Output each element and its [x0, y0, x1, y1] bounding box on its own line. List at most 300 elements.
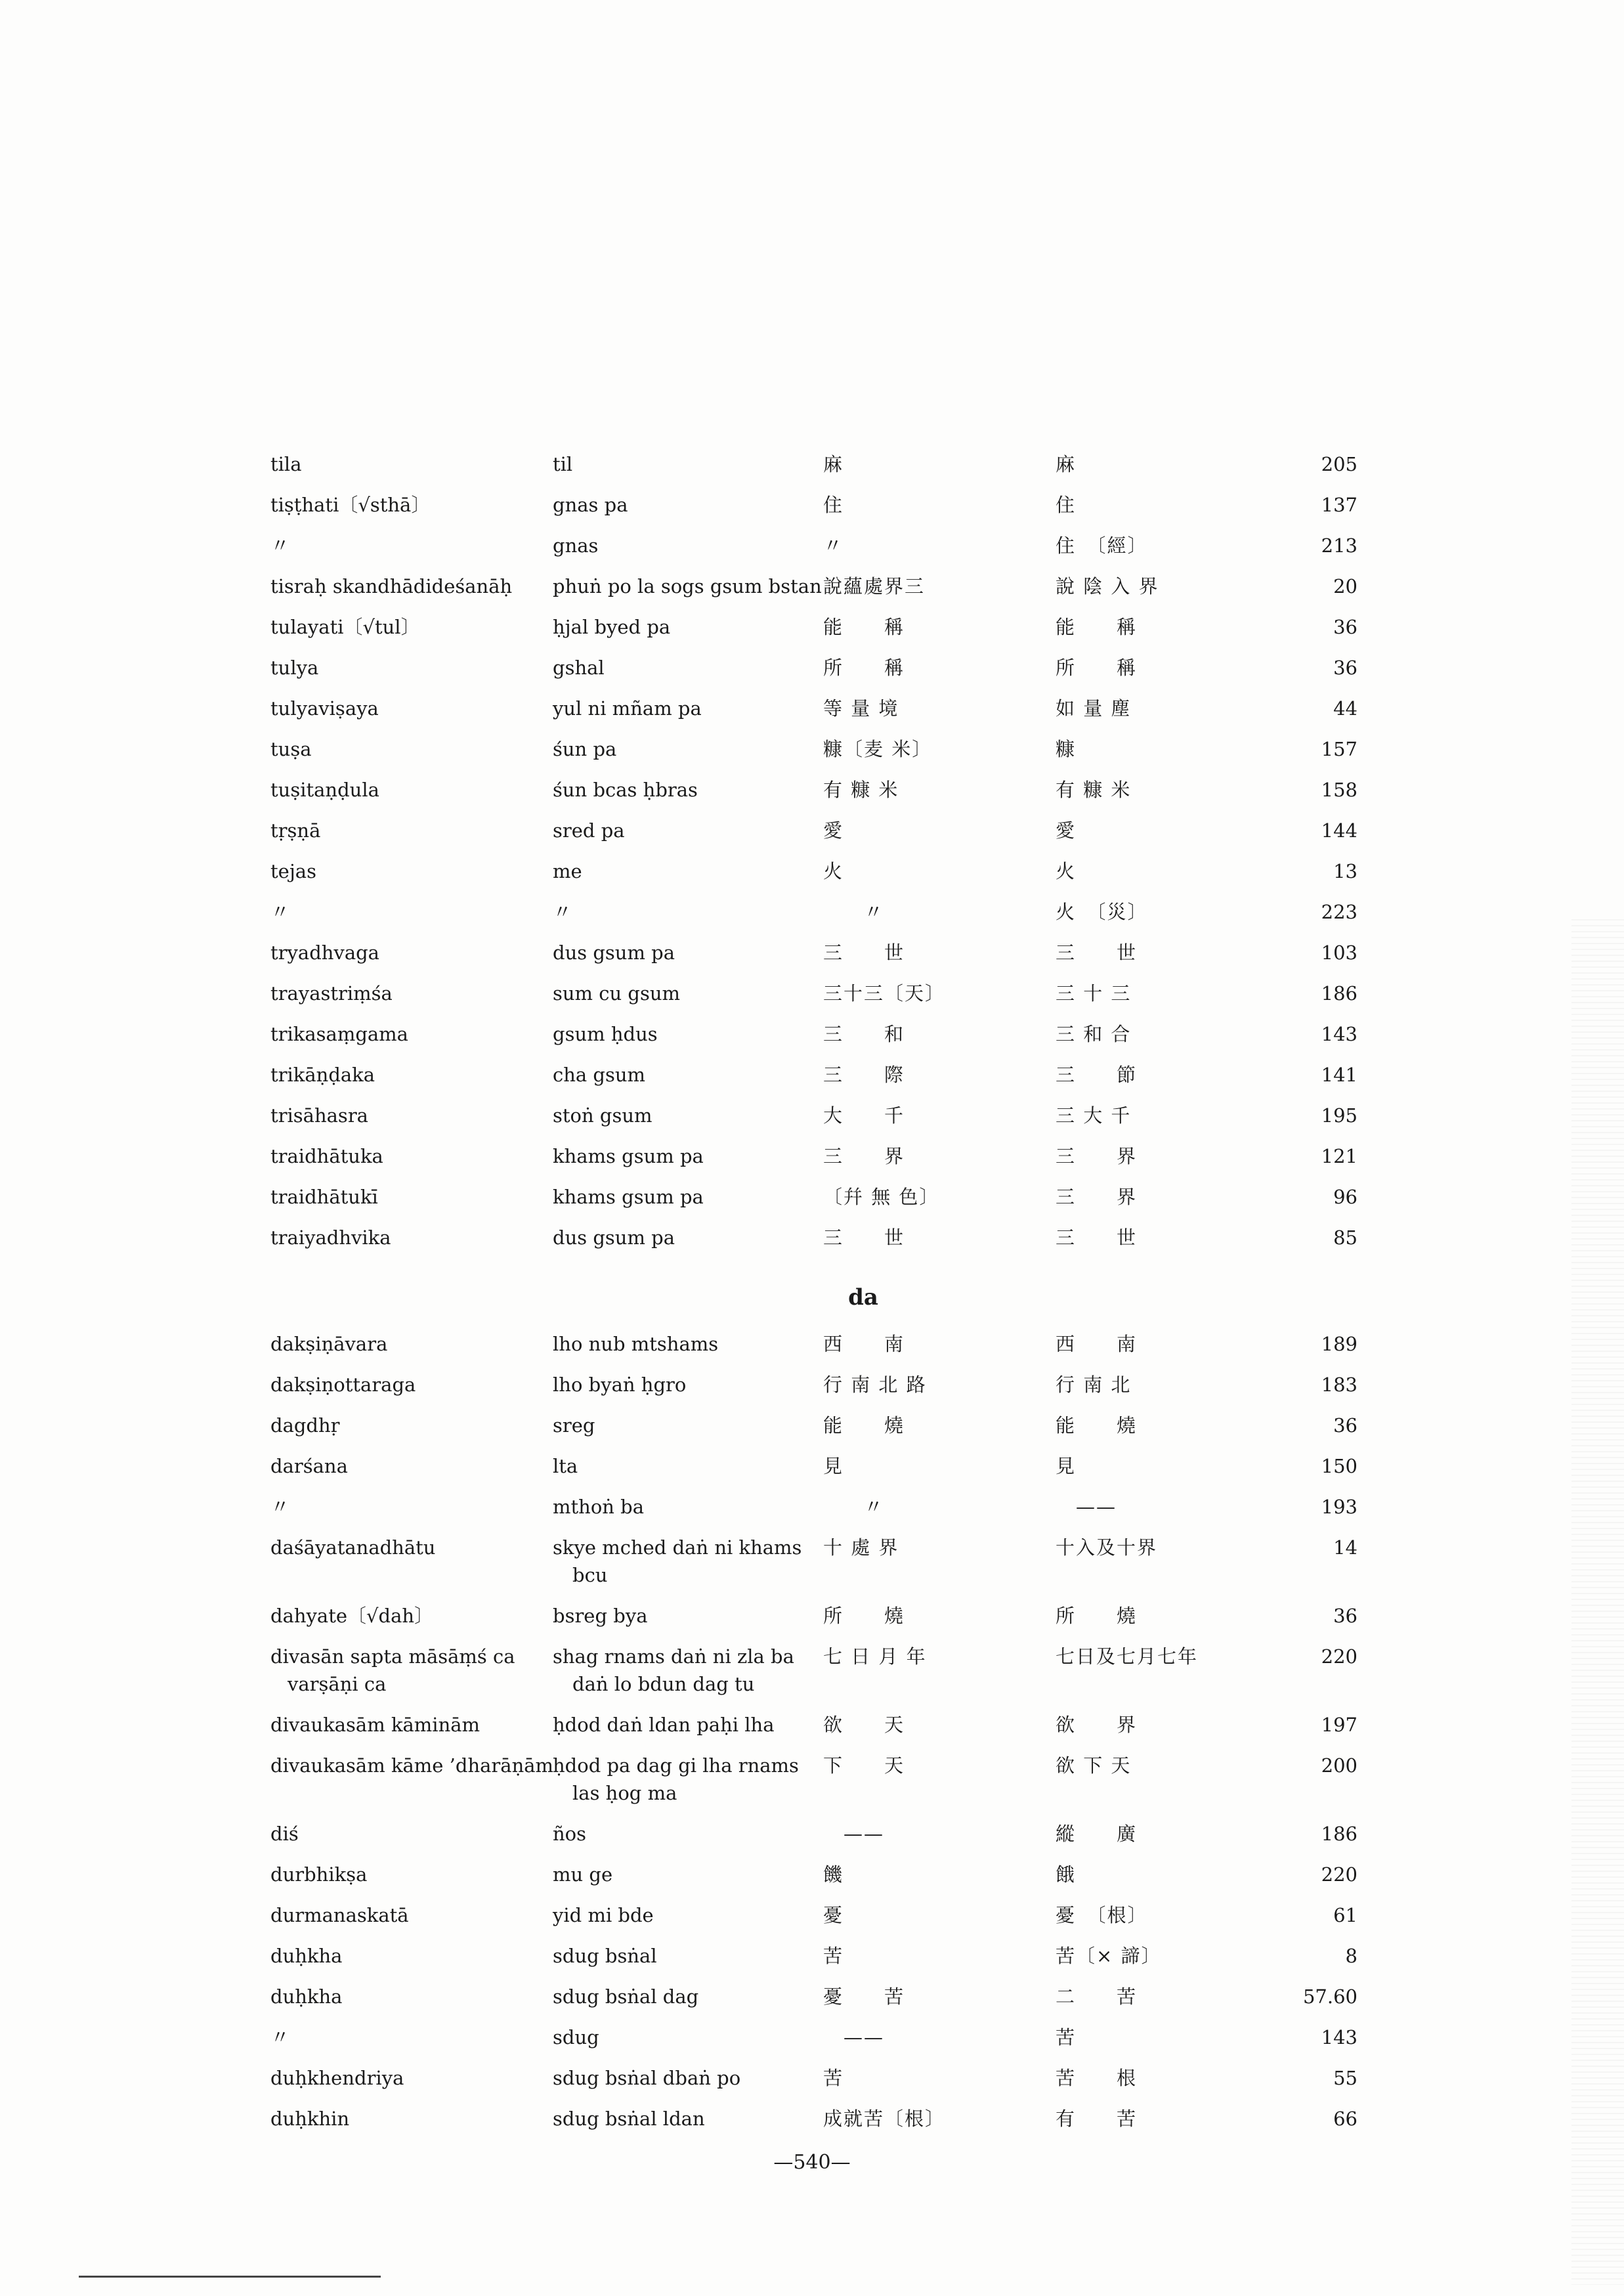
chinese-term-1-text: 住 — [823, 494, 844, 516]
chinese-term-2 — [1056, 817, 1226, 844]
reference-number — [1252, 1534, 1357, 1561]
table-row — [270, 2024, 1357, 2064]
reference-number-text: 14 — [1333, 1536, 1357, 1559]
sanskrit-term — [270, 1371, 553, 1398]
sanskrit-term — [270, 939, 553, 966]
reference-number — [1252, 1861, 1357, 1888]
reference-number — [1252, 532, 1357, 559]
sanskrit-term — [270, 532, 553, 559]
table-row — [270, 776, 1357, 817]
tibetan-term — [553, 1224, 828, 1251]
tibetan-term — [553, 1711, 828, 1739]
chinese-term-1 — [823, 695, 948, 722]
sanskrit-term-text: tryadhvaga — [270, 942, 379, 964]
tibetan-term-text: bsreg bya — [553, 1605, 648, 1627]
chinese-term-1 — [823, 1711, 948, 1739]
chinese-term-2-text: 有 糠 米 — [1056, 779, 1132, 801]
sanskrit-term — [270, 1820, 553, 1848]
chinese-term-1 — [823, 2105, 948, 2133]
reference-number — [1252, 735, 1357, 763]
sanskrit-term-text: trikāṇḍaka — [270, 1064, 375, 1086]
reference-number-text: 61 — [1333, 1904, 1357, 1926]
reference-number-text: 20 — [1333, 575, 1357, 597]
tibetan-term — [553, 980, 828, 1007]
reference-number — [1252, 2105, 1357, 2133]
chinese-term-2-text: 所 稱 — [1056, 657, 1138, 679]
tibetan-term-text: gsum ḥdus — [553, 1023, 658, 1045]
reference-number-text: 103 — [1321, 942, 1357, 964]
sanskrit-term-text: 〃 — [270, 901, 290, 923]
tibetan-term — [553, 1983, 828, 2010]
chinese-term-2-text: 三 節 — [1056, 1064, 1138, 1086]
sanskrit-term — [270, 1412, 553, 1439]
tibetan-term-text: sdug bsṅal ldan — [553, 2108, 705, 2130]
sanskrit-term-text: tila — [270, 453, 302, 475]
chinese-term-2 — [1056, 1371, 1226, 1398]
tibetan-term — [553, 1102, 828, 1129]
chinese-term-2 — [1056, 1020, 1226, 1048]
reference-number-text: 213 — [1321, 534, 1357, 557]
tibetan-term-text: śun pa — [553, 738, 617, 760]
reference-number-text: 36 — [1333, 1605, 1357, 1627]
chinese-term-2-text: 三 大 千 — [1056, 1104, 1132, 1127]
chinese-term-2 — [1056, 898, 1226, 926]
tibetan-term — [553, 1371, 828, 1398]
chinese-term-2 — [1056, 939, 1226, 966]
reference-number — [1252, 1643, 1357, 1670]
sanskrit-term-text: traidhātukī — [270, 1186, 378, 1208]
chinese-term-1-text: 〔幷 無 色〕 — [823, 1186, 940, 1208]
tibetan-term — [553, 532, 828, 559]
tibetan-term — [553, 1183, 828, 1211]
sanskrit-term — [270, 695, 553, 722]
reference-number — [1252, 1711, 1357, 1739]
tibetan-term-text: stoṅ gsum — [553, 1104, 652, 1127]
sanskrit-term-text: tṛṣṇā — [270, 819, 321, 842]
reference-number — [1252, 1901, 1357, 1929]
chinese-term-2-text: 麻 — [1056, 453, 1077, 475]
chinese-term-2-text: 苦〔× 諦〕 — [1056, 1945, 1162, 1967]
table-row — [270, 1602, 1357, 1643]
reference-number — [1252, 1330, 1357, 1358]
section-heading: da — [848, 1284, 878, 1310]
table-row — [270, 735, 1357, 776]
glossary-section-da — [270, 1330, 1357, 2146]
reference-number — [1252, 1820, 1357, 1848]
chinese-term-1-text: 見 — [823, 1455, 844, 1477]
chinese-term-2-text: 餓 — [1056, 1863, 1077, 1886]
table-row — [270, 898, 1357, 939]
sanskrit-term — [270, 1061, 553, 1089]
chinese-term-1-text: —— — [823, 1823, 885, 1845]
sanskrit-term — [270, 898, 553, 926]
reference-number — [1252, 1061, 1357, 1089]
reference-number — [1252, 1183, 1357, 1211]
table-row — [270, 1534, 1357, 1602]
chinese-term-2-text: 如 量 塵 — [1056, 697, 1132, 720]
table-row — [270, 817, 1357, 857]
chinese-term-2 — [1056, 1142, 1226, 1170]
sanskrit-term — [270, 857, 553, 885]
chinese-term-2 — [1056, 1942, 1226, 1970]
reference-number — [1252, 654, 1357, 682]
chinese-term-2-text: 西 南 — [1056, 1333, 1138, 1355]
table-row — [270, 1711, 1357, 1752]
sanskrit-term — [270, 1493, 553, 1521]
reference-number-text: 143 — [1321, 1023, 1357, 1045]
chinese-term-1 — [823, 1224, 948, 1251]
chinese-term-1 — [823, 1534, 948, 1561]
chinese-term-1 — [823, 1412, 948, 1439]
sanskrit-term-text: 〃 — [270, 534, 290, 557]
tibetan-term — [553, 1901, 828, 1929]
tibetan-term-text-line2: bcu — [572, 1564, 608, 1586]
chinese-term-1-text: 大 千 — [823, 1104, 905, 1127]
reference-number-text: 195 — [1321, 1104, 1357, 1127]
chinese-term-2-text: 能 稱 — [1056, 616, 1138, 638]
tibetan-term — [553, 613, 828, 641]
chinese-term-1 — [823, 1020, 948, 1048]
chinese-term-2 — [1056, 2064, 1226, 2092]
sanskrit-term — [270, 1901, 553, 1929]
table-row — [270, 1142, 1357, 1183]
chinese-term-1 — [823, 939, 948, 966]
chinese-term-2 — [1056, 1224, 1226, 1251]
tibetan-term-text: 〃 — [553, 901, 572, 923]
tibetan-term-text: yul ni mñam pa — [553, 697, 702, 720]
sanskrit-term-text: durbhikṣa — [270, 1863, 368, 1886]
chinese-term-1 — [823, 2064, 948, 2092]
table-row — [270, 1330, 1357, 1371]
tibetan-term-text: sdug — [553, 2026, 599, 2048]
chinese-term-2-text: —— — [1056, 1496, 1117, 1518]
chinese-term-1 — [823, 1602, 948, 1630]
chinese-term-2-text: 七日及七月七年 — [1056, 1645, 1199, 1668]
tibetan-term-text: shag rnams daṅ ni zla ba — [553, 1645, 794, 1668]
sanskrit-term — [270, 1643, 553, 1698]
sanskrit-term — [270, 1452, 553, 1480]
chinese-term-2-text: 三 界 — [1056, 1186, 1138, 1208]
chinese-term-2-text: 說 陰 入 界 — [1056, 575, 1159, 597]
chinese-term-1 — [823, 898, 948, 926]
chinese-term-1 — [823, 613, 948, 641]
tibetan-term — [553, 817, 828, 844]
sanskrit-term — [270, 654, 553, 682]
sanskrit-term — [270, 1142, 553, 1170]
chinese-term-1 — [823, 857, 948, 885]
table-row — [270, 1983, 1357, 2024]
tibetan-term-text: mthoṅ ba — [553, 1496, 645, 1518]
chinese-term-1 — [823, 1371, 948, 1398]
reference-number — [1252, 1102, 1357, 1129]
chinese-term-2 — [1056, 1820, 1226, 1848]
chinese-term-1 — [823, 735, 948, 763]
page-number: —540— — [773, 2151, 851, 2174]
table-row — [270, 491, 1357, 532]
tibetan-term — [553, 1142, 828, 1170]
glossary-section-ta — [270, 450, 1357, 1265]
chinese-term-1-text: 下 天 — [823, 1754, 905, 1777]
reference-number-text: 36 — [1333, 616, 1357, 638]
chinese-term-2-text: 住 〔經〕 — [1056, 534, 1148, 557]
reference-number — [1252, 1493, 1357, 1521]
sanskrit-term-text: tuṣitaṇḍula — [270, 779, 379, 801]
tibetan-term — [553, 1493, 828, 1521]
table-row — [270, 1020, 1357, 1061]
chinese-term-1-text: 有 糠 米 — [823, 779, 899, 801]
chinese-term-1 — [823, 1102, 948, 1129]
chinese-term-2-text: 三 十 三 — [1056, 982, 1132, 1005]
sanskrit-term-text: tulyaviṣaya — [270, 697, 379, 720]
reference-number — [1252, 1224, 1357, 1251]
sanskrit-term-text: 〃 — [270, 1496, 290, 1518]
reference-number — [1252, 1752, 1357, 1779]
chinese-term-2-text: 糠 — [1056, 738, 1077, 760]
chinese-term-1-text: 三十三〔天〕 — [823, 982, 946, 1005]
tibetan-term-text: mu ge — [553, 1863, 613, 1886]
chinese-term-1 — [823, 1983, 948, 2010]
chinese-term-2-text: 所 燒 — [1056, 1605, 1138, 1627]
sanskrit-term-text: tejas — [270, 860, 316, 882]
reference-number — [1252, 1412, 1357, 1439]
chinese-term-2 — [1056, 1493, 1226, 1521]
tibetan-term-text: ḥjal byed pa — [553, 616, 671, 638]
tibetan-term-text: sreg — [553, 1414, 595, 1437]
sanskrit-term — [270, 1224, 553, 1251]
tibetan-term-text: yid mi bde — [553, 1904, 654, 1926]
chinese-term-1-text: 所 燒 — [823, 1605, 905, 1627]
reference-number-text: 13 — [1333, 860, 1357, 882]
chinese-term-1-text: 三 和 — [823, 1023, 905, 1045]
tibetan-term — [553, 695, 828, 722]
reference-number-text: 150 — [1321, 1455, 1357, 1477]
chinese-term-2-text: 住 — [1056, 494, 1077, 516]
reference-number-text: 158 — [1321, 779, 1357, 801]
scan-edge-noise — [1571, 919, 1624, 2285]
reference-number-text: 189 — [1321, 1333, 1357, 1355]
chinese-term-2 — [1056, 450, 1226, 478]
chinese-term-1-text: 等 量 境 — [823, 697, 899, 720]
tibetan-term-text: sdug bsṅal dag — [553, 1985, 699, 2008]
chinese-term-2-text: 見 — [1056, 1455, 1077, 1477]
chinese-term-1-text: 火 — [823, 860, 844, 882]
chinese-term-2-text: 火 〔災〕 — [1056, 901, 1148, 923]
chinese-term-1-text: 能 稱 — [823, 616, 905, 638]
tibetan-term — [553, 1534, 828, 1589]
reference-number — [1252, 939, 1357, 966]
sanskrit-term — [270, 1983, 553, 2010]
sanskrit-term — [270, 1752, 553, 1779]
tibetan-term-text-line2: daṅ lo bdun dag tu — [572, 1673, 755, 1695]
chinese-term-1-text: 說蘊處界三 — [823, 575, 926, 597]
reference-number — [1252, 857, 1357, 885]
reference-number-text: 157 — [1321, 738, 1357, 760]
sanskrit-term-text: divaukasām kāme ’dharāṇām — [270, 1754, 554, 1777]
chinese-term-2-text: 苦 — [1056, 2026, 1077, 2048]
chinese-term-2-text: 愛 — [1056, 819, 1077, 842]
sanskrit-term — [270, 776, 553, 804]
chinese-term-2 — [1056, 1061, 1226, 1089]
chinese-term-2 — [1056, 1412, 1226, 1439]
chinese-term-2 — [1056, 857, 1226, 885]
chinese-term-1 — [823, 1183, 948, 1211]
chinese-term-1-text: 苦 — [823, 1945, 844, 1967]
sanskrit-term-text: dahyate〔√dah〕 — [270, 1605, 434, 1627]
chinese-term-2-text: 二 苦 — [1056, 1985, 1138, 2008]
reference-number-text: 96 — [1333, 1186, 1357, 1208]
tibetan-term-text: gnas pa — [553, 494, 628, 516]
reference-number-text: 137 — [1321, 494, 1357, 516]
reference-number-text: 66 — [1333, 2108, 1357, 2130]
reference-number — [1252, 450, 1357, 478]
sanskrit-term-text: daśāyatanadhātu — [270, 1536, 436, 1559]
table-row — [270, 1412, 1357, 1452]
tibetan-term — [553, 1061, 828, 1089]
reference-number-text: 186 — [1321, 982, 1357, 1005]
table-row — [270, 1061, 1357, 1102]
sanskrit-term — [270, 817, 553, 844]
tibetan-term-text: phuṅ po la sogs gsum bstan — [553, 575, 822, 597]
chinese-term-2 — [1056, 1711, 1226, 1739]
table-row — [270, 613, 1357, 654]
tibetan-term — [553, 776, 828, 804]
table-row — [270, 1224, 1357, 1265]
reference-number — [1252, 776, 1357, 804]
chinese-term-2 — [1056, 1183, 1226, 1211]
sanskrit-term-text: dakṣiṇottaraga — [270, 1374, 416, 1396]
tibetan-term — [553, 1452, 828, 1480]
tibetan-term — [553, 1752, 828, 1807]
sanskrit-term — [270, 1942, 553, 1970]
sanskrit-term-text: 〃 — [270, 2026, 290, 2048]
tibetan-term — [553, 1020, 828, 1048]
chinese-term-2 — [1056, 1102, 1226, 1129]
tibetan-term-text: dus gsum pa — [553, 1226, 675, 1249]
table-row — [270, 654, 1357, 695]
chinese-term-2 — [1056, 1901, 1226, 1929]
sanskrit-term-text: duḥkhin — [270, 2108, 350, 2130]
chinese-term-2-text: 縱 廣 — [1056, 1823, 1138, 1845]
reference-number — [1252, 980, 1357, 1007]
chinese-term-2-text: 憂 〔根〕 — [1056, 1904, 1148, 1926]
chinese-term-2-text: 火 — [1056, 860, 1077, 882]
chinese-term-1 — [823, 1330, 948, 1358]
table-row — [270, 1183, 1357, 1224]
tibetan-term — [553, 450, 828, 478]
chinese-term-2 — [1056, 1861, 1226, 1888]
sanskrit-term — [270, 2064, 553, 2092]
reference-number — [1252, 573, 1357, 600]
chinese-term-1-text: 愛 — [823, 819, 844, 842]
tibetan-term-text: khams gsum pa — [553, 1186, 704, 1208]
chinese-term-2 — [1056, 1643, 1226, 1670]
reference-number-text: 220 — [1321, 1645, 1357, 1668]
table-row — [270, 2064, 1357, 2105]
tibetan-term-text: śun bcas ḥbras — [553, 779, 698, 801]
tibetan-term-text: dus gsum pa — [553, 942, 675, 964]
sanskrit-term-text: divasān sapta māsāṃś ca — [270, 1645, 515, 1668]
tibetan-term-text: ḥdod pa dag gi lha rnams — [553, 1754, 799, 1777]
chinese-term-1 — [823, 2024, 948, 2051]
reference-number-text: 143 — [1321, 2026, 1357, 2048]
chinese-term-2 — [1056, 735, 1226, 763]
sanskrit-term-text: darśana — [270, 1455, 348, 1477]
tibetan-term-text: lho nub mtshams — [553, 1333, 719, 1355]
chinese-term-1 — [823, 1061, 948, 1089]
chinese-term-2-text: 行 南 北 — [1056, 1374, 1132, 1396]
tibetan-term-text: cha gsum — [553, 1064, 646, 1086]
reference-number-text: 8 — [1345, 1945, 1357, 1967]
table-row — [270, 939, 1357, 980]
chinese-term-1-text: 憂 苦 — [823, 1985, 905, 2008]
sanskrit-term-text: tisraḥ skandhādideśanāḥ — [270, 575, 513, 597]
table-row — [270, 695, 1357, 735]
reference-number-text: 205 — [1321, 453, 1357, 475]
chinese-term-2 — [1056, 1983, 1226, 2010]
chinese-term-2 — [1056, 654, 1226, 682]
reference-number — [1252, 1602, 1357, 1630]
tibetan-term — [553, 1942, 828, 1970]
tibetan-term — [553, 939, 828, 966]
sanskrit-term-text: tulayati〔√tul〕 — [270, 616, 420, 638]
sanskrit-term-text: dakṣiṇāvara — [270, 1333, 388, 1355]
sanskrit-term-text-line2: varṣāṇi ca — [288, 1673, 387, 1695]
chinese-term-1-text: 三 際 — [823, 1064, 905, 1086]
chinese-term-2-text: 欲 下 天 — [1056, 1754, 1132, 1777]
table-row — [270, 1493, 1357, 1534]
chinese-term-1 — [823, 1861, 948, 1888]
chinese-term-1 — [823, 532, 948, 559]
reference-number-text: 36 — [1333, 1414, 1357, 1437]
reference-number — [1252, 613, 1357, 641]
table-row — [270, 1102, 1357, 1142]
chinese-term-1-text: 苦 — [823, 2067, 844, 2089]
chinese-term-1 — [823, 1942, 948, 1970]
sanskrit-term-text: trikasaṃgama — [270, 1023, 408, 1045]
sanskrit-term-text: durmanaskatā — [270, 1904, 409, 1926]
sanskrit-term-text: duḥkha — [270, 1985, 343, 2008]
table-row — [270, 1861, 1357, 1901]
table-row — [270, 1901, 1357, 1942]
reference-number — [1252, 2064, 1357, 2092]
tibetan-term-text: skye mched daṅ ni khams — [553, 1536, 802, 1559]
chinese-term-1 — [823, 491, 948, 519]
chinese-term-1-text: 〃 — [823, 534, 844, 557]
chinese-term-1-text: 所 稱 — [823, 657, 905, 679]
tibetan-term-text: ños — [553, 1823, 587, 1845]
reference-number — [1252, 2024, 1357, 2051]
table-row — [270, 1752, 1357, 1820]
tibetan-term — [553, 1643, 828, 1698]
chinese-term-2 — [1056, 2024, 1226, 2051]
chinese-term-1 — [823, 654, 948, 682]
chinese-term-1 — [823, 1493, 948, 1521]
reference-number — [1252, 898, 1357, 926]
sanskrit-term-text: duḥkhendriya — [270, 2067, 404, 2089]
reference-number-text: 36 — [1333, 657, 1357, 679]
tibetan-term — [553, 573, 828, 600]
tibetan-term — [553, 1330, 828, 1358]
chinese-term-2-text: 能 燒 — [1056, 1414, 1138, 1437]
table-row — [270, 857, 1357, 898]
sanskrit-term — [270, 2024, 553, 2051]
chinese-term-2-text: 十入及十界 — [1056, 1536, 1158, 1559]
sanskrit-term-text: trisāhasra — [270, 1104, 368, 1127]
tibetan-term — [553, 2024, 828, 2051]
chinese-term-2-text: 苦 根 — [1056, 2067, 1138, 2089]
chinese-term-2-text: 有 苦 — [1056, 2108, 1138, 2130]
chinese-term-2 — [1056, 1452, 1226, 1480]
